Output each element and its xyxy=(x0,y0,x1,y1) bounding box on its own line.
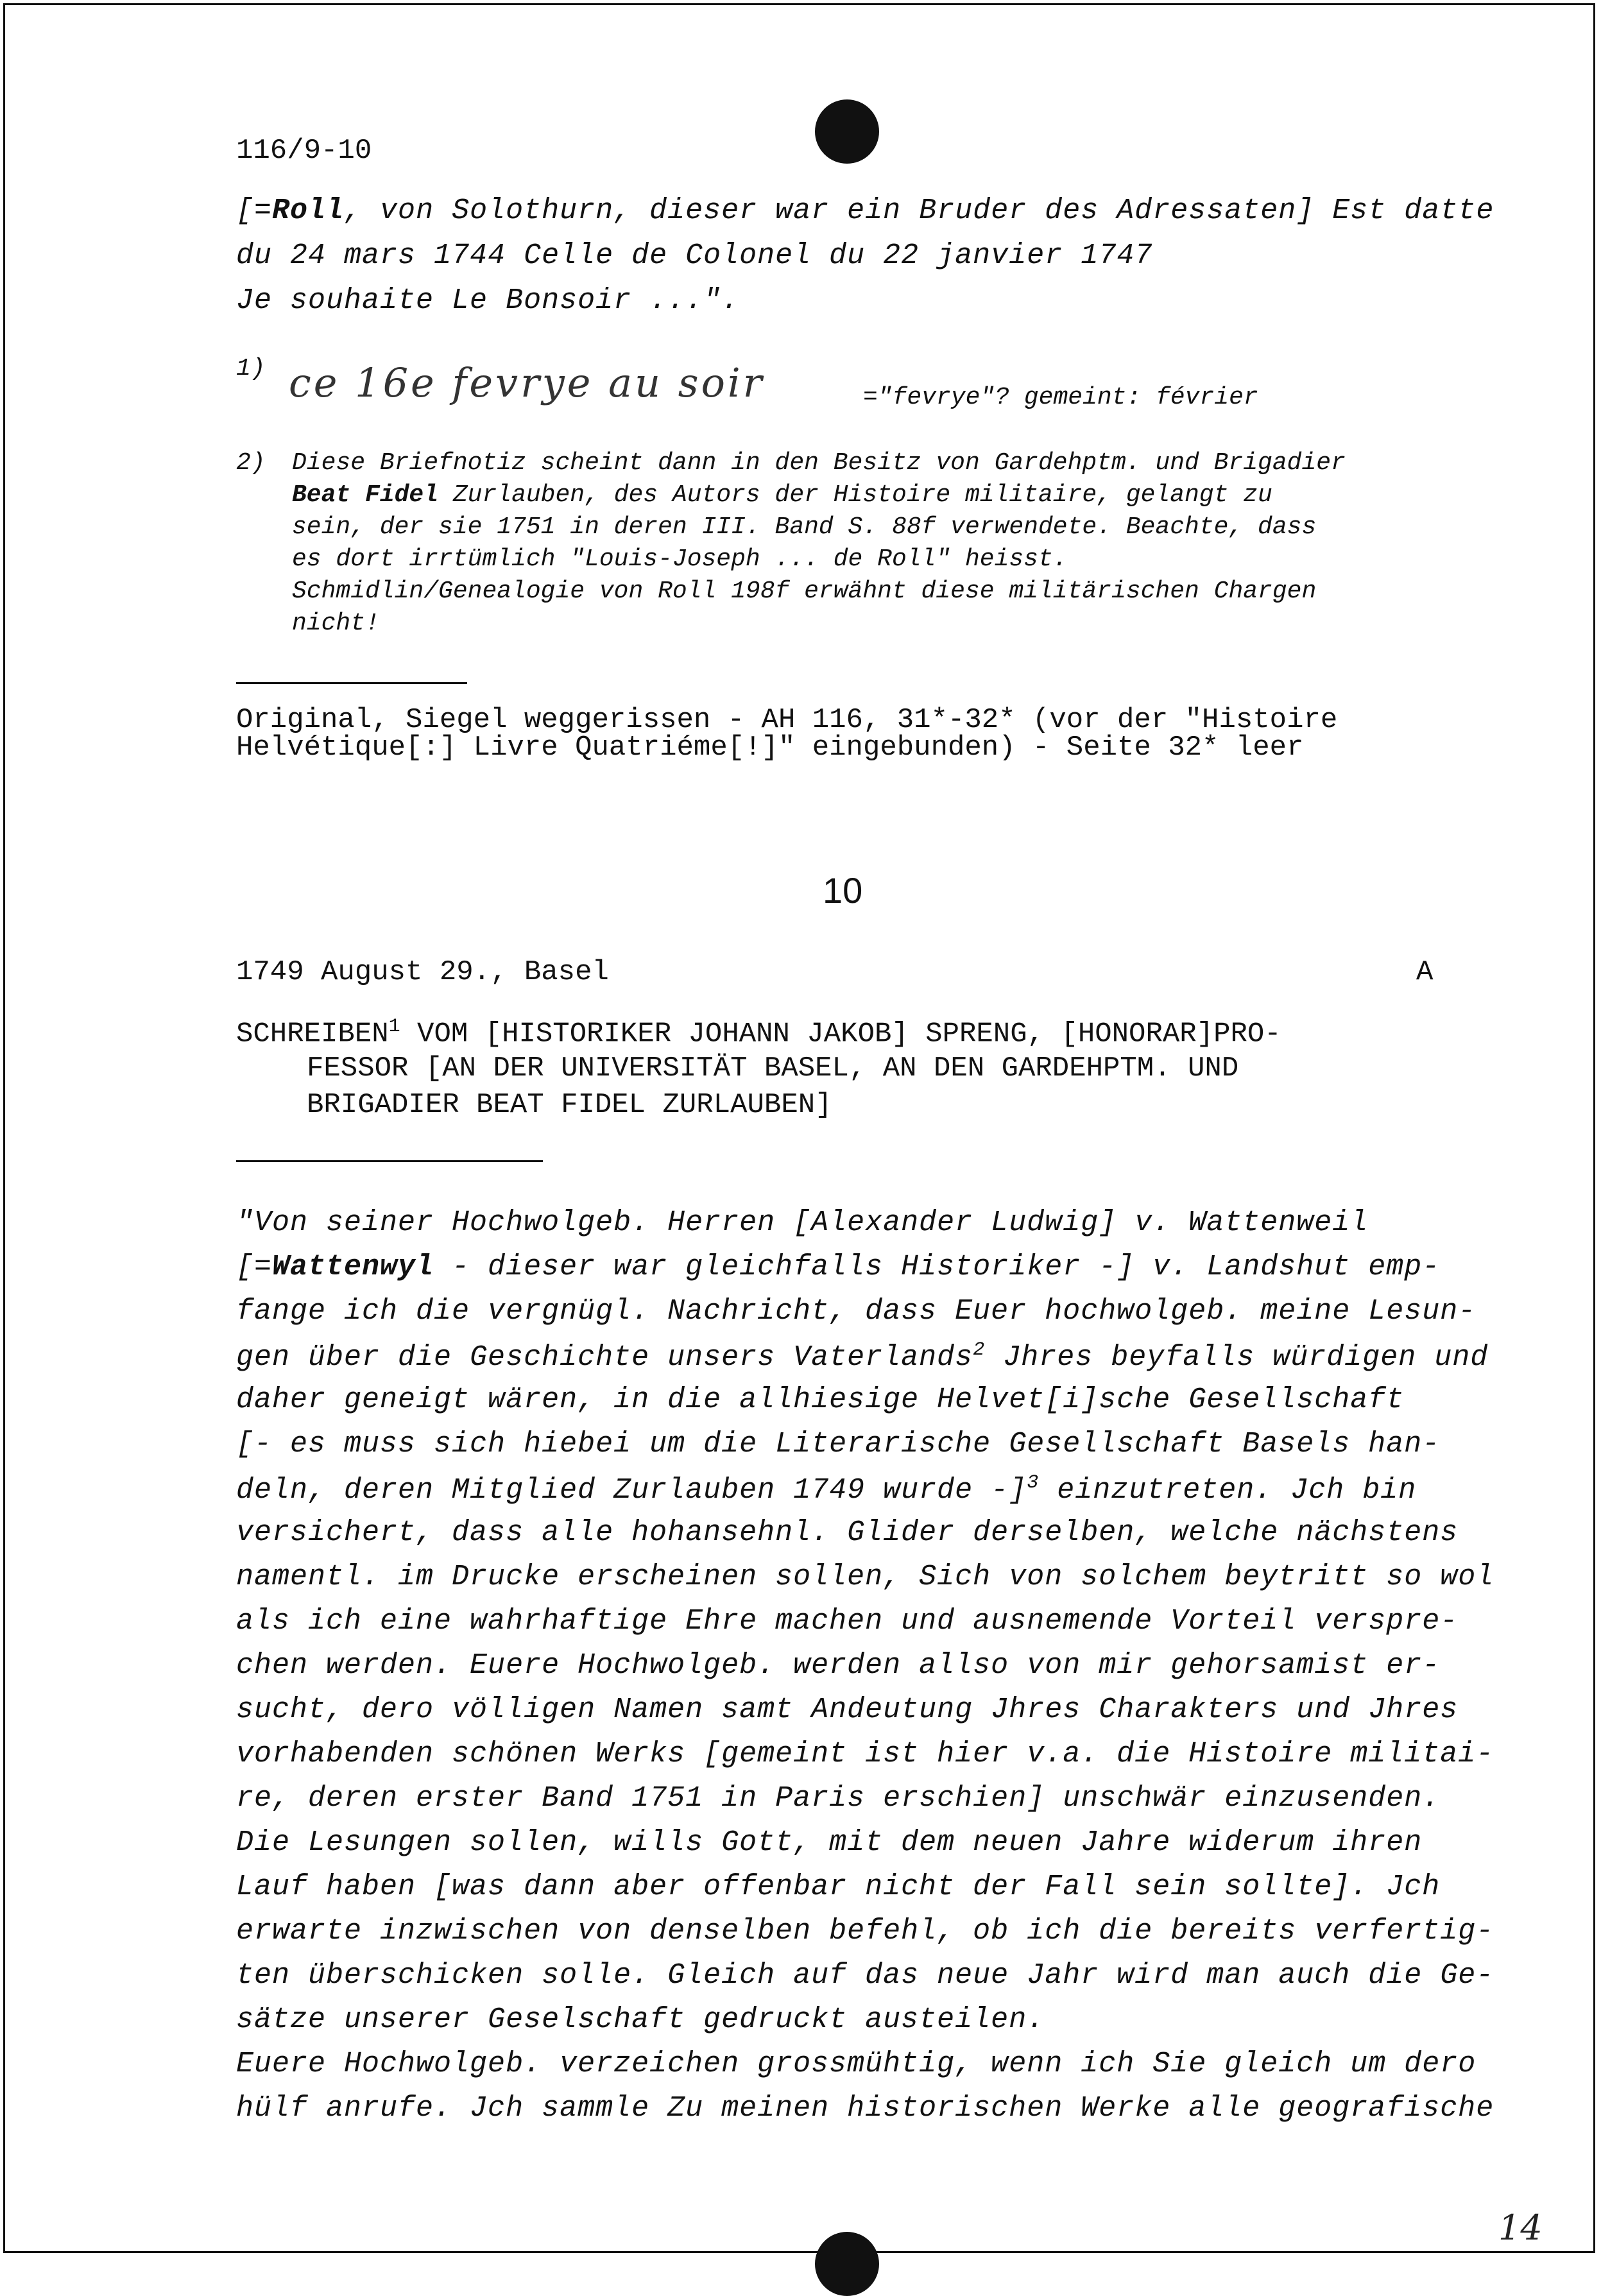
document-title-line-2: FESSOR [AN DER UNIVERSITÄT BASEL, AN DEN GARDEHPTM. UND xyxy=(307,1052,1239,1084)
source-line-2: Helvétique[:] Livre Quatriéme[!]" eingebunden) - Seite 32* leer xyxy=(236,732,1304,764)
body-line-4: gen über die Geschichte unsers Vaterlands$^2$ Jhres beyfalls würdigen und xyxy=(236,1339,1489,1374)
footnote-2-number: 2) xyxy=(236,449,266,477)
footnote-2-line-4: es dort irrtümlich "Louis-Joseph ... de Roll" heisst. xyxy=(292,545,1068,573)
body-line-15: Die Lesungen sollen, wills Gott, mit dem neuen Jahre widerum ihren xyxy=(236,1826,1423,1859)
footnote-1-handwriting: ce 16e fevrye au soir xyxy=(289,359,765,406)
body-line-19: sätze unserer Geselschaft gedruckt austeilen. xyxy=(236,2003,1045,2036)
body-line-14: re, deren erster Band 1751 in Paris erschien] unschwär einzusenden. xyxy=(236,1782,1441,1815)
separator-rule-1 xyxy=(236,682,467,684)
document-date-place: 1749 August 29., Basel xyxy=(236,956,609,988)
body-line-10: als ich eine wahrhaftige Ehre machen und ausnemende Vorteil verspre- xyxy=(236,1605,1459,1638)
footnote-2-line-1: Diese Briefnotiz scheint dann in den Besitz von Gardehptm. und Brigadier xyxy=(292,449,1346,477)
separator-rule-2 xyxy=(236,1160,543,1162)
body-line-21: hülf anrufe. Jch sammle Zu meinen historischen Werke alle geografische xyxy=(236,2092,1494,2125)
continuation-line-1: [=Roll, von Solothurn, dieser war ein Bruder des Adressaten] Est datte xyxy=(236,194,1494,227)
body-line-17: erwarte inzwischen von denselben befehl, ob ich die bereits verfertig- xyxy=(236,1915,1494,1948)
body-line-1: "Von seiner Hochwolgeb. Herren [Alexander Ludwig] v. Wattenweil xyxy=(236,1206,1369,1239)
body-line-9: namentl. im Drucke erscheinen sollen, Sich von solchem beytritt so wol xyxy=(236,1561,1494,1593)
footnote-2-line-2: Beat Fidel Zurlauben, des Autors der Histoire militaire, gelangt zu xyxy=(292,481,1272,509)
document-number: 10 xyxy=(823,870,863,911)
page-reference: 116/9-10 xyxy=(236,135,372,167)
footnote-2-line-5: Schmidlin/Genealogie von Roll 198f erwähnt diese militärischen Chargen xyxy=(292,578,1317,605)
footnote-1-number: 1) xyxy=(236,355,266,382)
body-line-12: sucht, dero völligen Namen samt Andeutung Jhres Charakters und Jhres xyxy=(236,1693,1459,1726)
sheet-number: 14 xyxy=(1498,2207,1543,2248)
punch-hole-bottom xyxy=(815,2232,879,2296)
body-line-18: ten überschicken solle. Gleich auf das neue Jahr wird man auch die Ge- xyxy=(236,1959,1494,1992)
footnote-2-line-6: nicht! xyxy=(292,610,380,637)
body-line-5: daher geneigt wären, in die allhiesige Helvet[i]sche Gesellschaft xyxy=(236,1384,1405,1416)
body-line-7: deln, deren Mitglied Zurlauben 1749 wurde -]$^3$ einzutreten. Jch bin xyxy=(236,1472,1417,1507)
footnote-1-text: ="fevrye"? gemeint: février xyxy=(863,384,1258,411)
continuation-line-2: du 24 mars 1744 Celle de Colonel du 22 janvier 1747 xyxy=(236,239,1153,272)
continuation-line-3: Je souhaite Le Bonsoir ...". xyxy=(236,284,740,317)
punch-hole-top xyxy=(815,99,879,164)
document-title-line-1: SCHREIBEN$^1$ VOM [HISTORIKER JOHANN JAKOB] SPRENG, [HONORAR]PRO- xyxy=(236,1016,1281,1050)
document-type-code: A xyxy=(1416,956,1434,988)
body-line-8: versichert, dass alle hohansehnl. Glider derselben, welche nächstens xyxy=(236,1516,1459,1549)
source-line-1: Original, Siegel weggerissen - AH 116, 31*-32* (vor der "Histoire xyxy=(236,704,1338,736)
body-line-2: [=Wattenwyl - dieser war gleichfalls Historiker -] v. Landshut emp- xyxy=(236,1251,1441,1283)
body-line-11: chen werden. Euere Hochwolgeb. werden allso von mir gehorsamist er- xyxy=(236,1649,1441,1682)
body-line-20: Euere Hochwolgeb. verzeichen grossmühtig, wenn ich Sie gleich um dero xyxy=(236,2048,1477,2080)
document-title-line-3: BRIGADIER BEAT FIDEL ZURLAUBEN] xyxy=(307,1089,832,1121)
body-line-3: fange ich die vergnügl. Nachricht, dass Euer hochwolgeb. meine Lesun- xyxy=(236,1295,1477,1328)
footnote-2-line-3: sein, der sie 1751 in deren III. Band S. 88f verwendete. Beachte, dass xyxy=(292,513,1317,541)
body-line-6: [- es muss sich hiebei um die Literarische Gesellschaft Basels han- xyxy=(236,1428,1441,1461)
body-line-13: vorhabenden schönen Werks [gemeint ist hier v.a. die Histoire militai- xyxy=(236,1738,1494,1770)
body-line-16: Lauf haben [was dann aber offenbar nicht der Fall sein sollte]. Jch xyxy=(236,1871,1441,1903)
